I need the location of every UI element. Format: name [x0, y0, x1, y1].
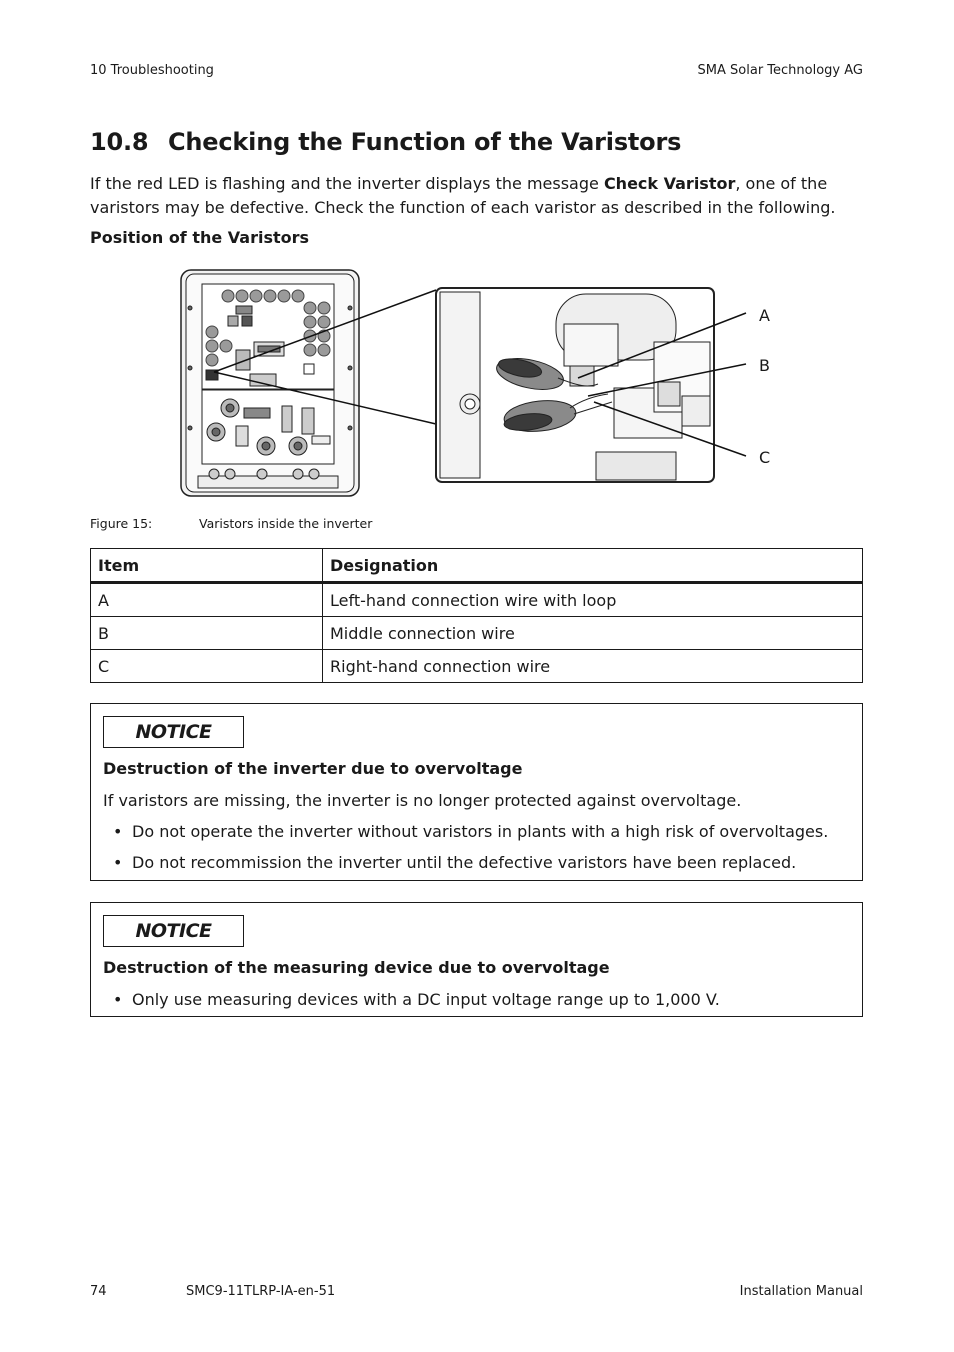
intro-text-2: , one of the varistors may be defective. Check the function of each varistor as described in the following. — [90, 174, 836, 217]
notice-title: Destruction of the measuring device due to overvoltage — [103, 958, 610, 977]
column-header-designation: Designation — [323, 549, 863, 583]
inverter-overview-drawing — [181, 270, 359, 496]
notice-box-measuring-device — [90, 902, 863, 1017]
section-title: Checking the Function of the Varistors — [168, 128, 682, 156]
running-header-right: SMA Solar Technology AG — [697, 63, 863, 78]
table-cell-item: A — [91, 583, 323, 617]
notice-bullet-text: Only use measuring devices with a DC input voltage range up to 1,000 V. — [132, 990, 720, 1009]
section-heading — [90, 128, 681, 156]
intro-paragraph — [90, 172, 870, 220]
table-row — [91, 617, 863, 650]
notice-bullet: • Only use measuring devices with a DC input voltage range up to 1,000 V. — [113, 990, 720, 1009]
notice-bullet: • Do not operate the inverter without varistors in plants with a high risk of overvoltages. — [113, 822, 829, 841]
varistor-detail-drawing — [436, 288, 714, 482]
notice-badge: NOTICE — [103, 716, 244, 748]
subheading: Position of the Varistors — [90, 228, 310, 247]
notice-title: Destruction of the inverter due to overvoltage — [103, 759, 523, 778]
table-cell-item: C — [91, 650, 323, 683]
column-header-item: Item — [91, 549, 323, 583]
table-row — [91, 650, 863, 683]
varistor-position-illustration — [178, 268, 778, 500]
section-number: 10.8 — [90, 128, 149, 156]
table-cell-designation: Left-hand connection wire with loop — [323, 583, 863, 617]
document-id: SMC9-11TLRP-IA-en-51 — [186, 1284, 336, 1299]
table-cell-designation: Right-hand connection wire — [323, 650, 863, 683]
notice-box-inverter — [90, 703, 863, 881]
table-row — [91, 583, 863, 617]
table-header-row — [91, 549, 863, 583]
callout-a: A — [759, 306, 770, 325]
intro-message-name: Check Varistor — [603, 174, 736, 193]
figure-caption-text: Varistors inside the inverter — [199, 516, 373, 531]
callout-b: B — [759, 356, 770, 375]
items-table — [90, 548, 863, 683]
intro-text-1: If the red LED is flashing and the inverter displays the message — [90, 174, 604, 193]
table-cell-designation: Middle connection wire — [323, 617, 863, 650]
notice-text: If varistors are missing, the inverter is no longer protected against overvoltage. — [103, 791, 742, 810]
manual-name: Installation Manual — [739, 1284, 863, 1299]
notice-bullet-text: Do not operate the inverter without varistors in plants with a high risk of overvoltages. — [132, 822, 829, 841]
notice-bullet: • Do not recommission the inverter until the defective varistors have been replaced. — [113, 853, 797, 872]
notice-badge: NOTICE — [103, 915, 244, 947]
figure-caption — [90, 516, 373, 531]
page-number: 74 — [90, 1284, 107, 1299]
running-header-left: 10 Troubleshooting — [90, 63, 214, 78]
figure-caption-label: Figure 15: — [90, 516, 153, 531]
callout-c: C — [759, 448, 771, 467]
notice-bullet-text: Do not recommission the inverter until the defective varistors have been replaced. — [132, 853, 797, 872]
table-cell-item: B — [91, 617, 323, 650]
